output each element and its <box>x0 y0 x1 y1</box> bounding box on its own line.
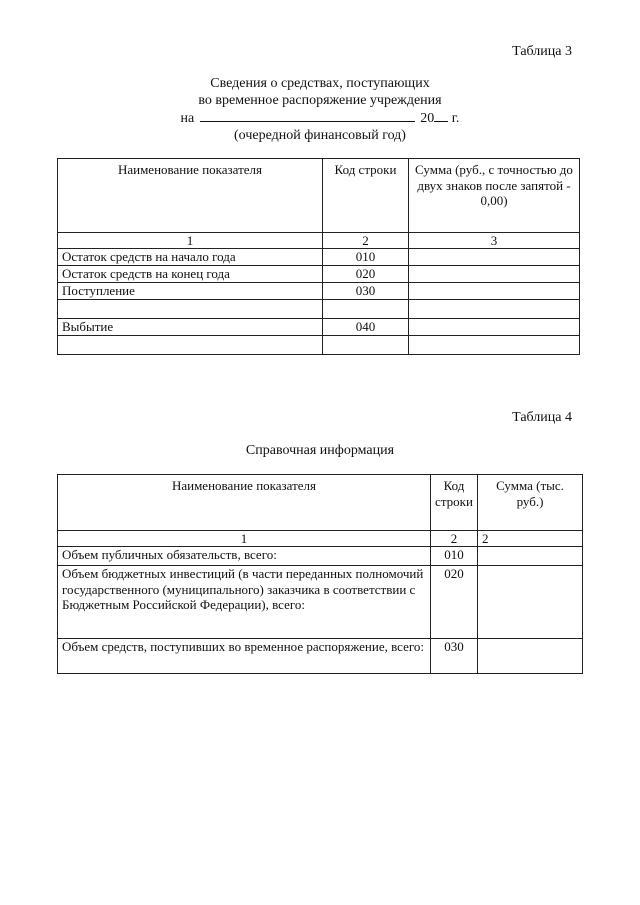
table4-colnum: 2 <box>478 531 583 547</box>
row-name: Объем публичных обязательств, всего: <box>58 547 431 566</box>
table-row <box>58 547 583 566</box>
table-row <box>58 300 580 319</box>
row-code: 030 <box>323 283 409 300</box>
table-row <box>58 639 583 674</box>
table4-title: Справочная информация <box>245 443 395 458</box>
row-sum[interactable] <box>409 319 580 336</box>
table4-header-row <box>58 475 583 531</box>
table4-column-numbers <box>58 531 583 547</box>
table3-header-code: Код строки <box>323 159 409 233</box>
table3-title-suffix: г. <box>451 111 460 126</box>
year-blank-line <box>434 109 448 122</box>
row-name: Объем бюджетных инвестиций (в части переданных полномочий государственного (муниципального) заказчика в соответствии с Бюджетным Российской Федерации), всего: <box>58 566 431 639</box>
table3-colnum: 2 <box>323 233 409 249</box>
table3-heading <box>0 75 640 144</box>
row-code: 020 <box>323 266 409 283</box>
table-row <box>58 566 583 639</box>
row-code: 010 <box>431 547 478 566</box>
period-blank-line <box>200 109 415 122</box>
table4-header-sum: Сумма (тыс. руб.) <box>478 475 583 531</box>
table3-colnum: 3 <box>409 233 580 249</box>
table3-header-sum: Сумма (руб., с точностью до двух знаков после запятой - 0,00) <box>409 159 580 233</box>
table4 <box>57 474 583 674</box>
table4-colnum: 2 <box>431 531 478 547</box>
table3-colnum: 1 <box>58 233 323 249</box>
table3-column-numbers <box>58 233 580 249</box>
row-name: Объем средств, поступивших во временное распоряжение, всего: <box>58 639 431 674</box>
table4-header-code: Код строки <box>431 475 478 531</box>
row-name: Остаток средств на начало года <box>58 249 323 266</box>
table3-title-line2: во временное распоряжение учреждения <box>198 93 442 108</box>
table4-colnum: 1 <box>58 531 431 547</box>
row-sum[interactable] <box>409 300 580 319</box>
table3-title-note: (очередной финансовый год) <box>234 128 406 143</box>
table3-title-line1: Сведения о средствах, поступающих <box>210 76 430 91</box>
table-row <box>58 249 580 266</box>
row-code: 040 <box>323 319 409 336</box>
row-name: Поступление <box>58 283 323 300</box>
row-sum[interactable] <box>409 249 580 266</box>
row-name: Выбытие <box>58 319 323 336</box>
table-row <box>58 336 580 355</box>
row-code <box>323 300 409 319</box>
table4-header-name: Наименование показателя <box>58 475 431 531</box>
row-sum[interactable] <box>478 639 583 674</box>
table3-label: Таблица 3 <box>512 44 572 59</box>
row-code: 010 <box>323 249 409 266</box>
row-name <box>58 336 323 355</box>
row-sum[interactable] <box>409 266 580 283</box>
table-row <box>58 266 580 283</box>
table4-label: Таблица 4 <box>512 410 572 425</box>
table3-title-period <box>0 109 640 127</box>
row-name: Остаток средств на конец года <box>58 266 323 283</box>
table3-title-year: 20 <box>420 111 435 126</box>
row-code: 030 <box>431 639 478 674</box>
row-sum[interactable] <box>478 566 583 639</box>
table3 <box>57 158 580 355</box>
table3-header-row <box>58 159 580 233</box>
row-sum[interactable] <box>478 547 583 566</box>
row-sum[interactable] <box>409 336 580 355</box>
table-row <box>58 283 580 300</box>
row-code <box>323 336 409 355</box>
table-row <box>58 319 580 336</box>
row-code: 020 <box>431 566 478 639</box>
table3-title-prefix: на <box>180 111 195 126</box>
table3-header-name: Наименование показателя <box>58 159 323 233</box>
row-sum[interactable] <box>409 283 580 300</box>
row-name <box>58 300 323 319</box>
